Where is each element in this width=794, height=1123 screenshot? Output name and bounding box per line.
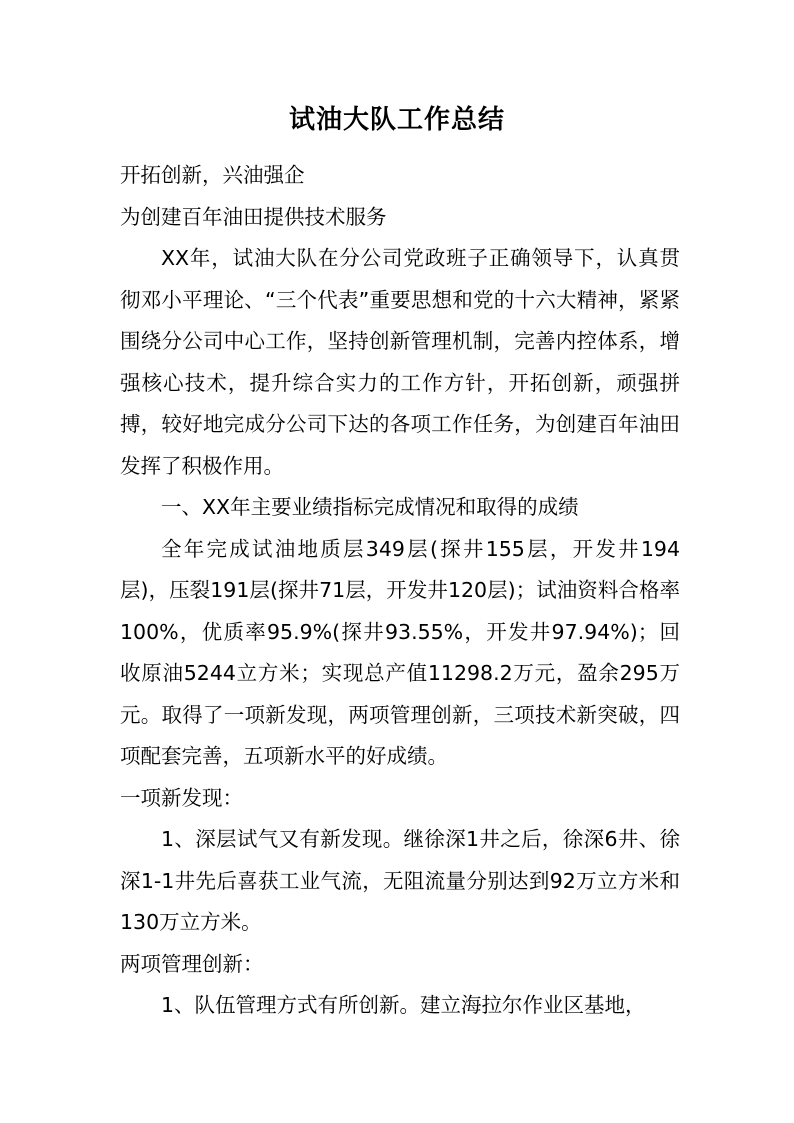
subheading-management-innovation: 两项管理创新： xyxy=(120,951,264,976)
subheading-new-discovery: 一项新发现： xyxy=(120,785,243,810)
document-title: 试油大队工作总结 xyxy=(288,105,505,135)
subtitle-line-2: 为创建百年油田提供技术服务 xyxy=(120,204,387,229)
intro-paragraph: XX年，试油大队在分公司党政班子正确领导下，认真贯彻邓小平理论、“三个代表”重要思想和党的十六大精神，紧紧围绕分公司中心工作，坚持创新管理机制，完善内控体系，增强核心技术，提升综合实力的工作方针，开拓创新，顽强拼搏，较好地完成分公司下达的各项工作任务，为创建百年油田发挥了积极作用。 xyxy=(120,246,680,478)
performance-paragraph: 全年完成试油地质层349层(探井155层，开发井194层)，压裂191层(探井71层，开发井120层)；试油资料合格率100%，优质率95.9%(探井93.55%，开发井97.94%)；回收原油5244立方米；实现总产值11298.2万元，盈余295万元。取得了一项新发现，两项管理创新，三项技术新突破，四项配套完善，五项新水平的好成绩。 xyxy=(120,536,680,768)
document-body xyxy=(120,155,680,1027)
section-heading-1: 一、XX年主要业绩指标完成情况和取得的成绩 xyxy=(161,495,579,519)
discovery-item-1: 1、深层试气又有新发现。继徐深1井之后，徐深6井、徐深1-1井先后喜获工业气流，无阻流量分别达到92万立方米和130万立方米。 xyxy=(120,827,680,934)
subtitle-line-1: 开拓创新，兴油强企 xyxy=(120,163,305,187)
innovation-item-1: 1、队伍管理方式有所创新。建立海拉尔作业区基地， xyxy=(161,993,646,1017)
